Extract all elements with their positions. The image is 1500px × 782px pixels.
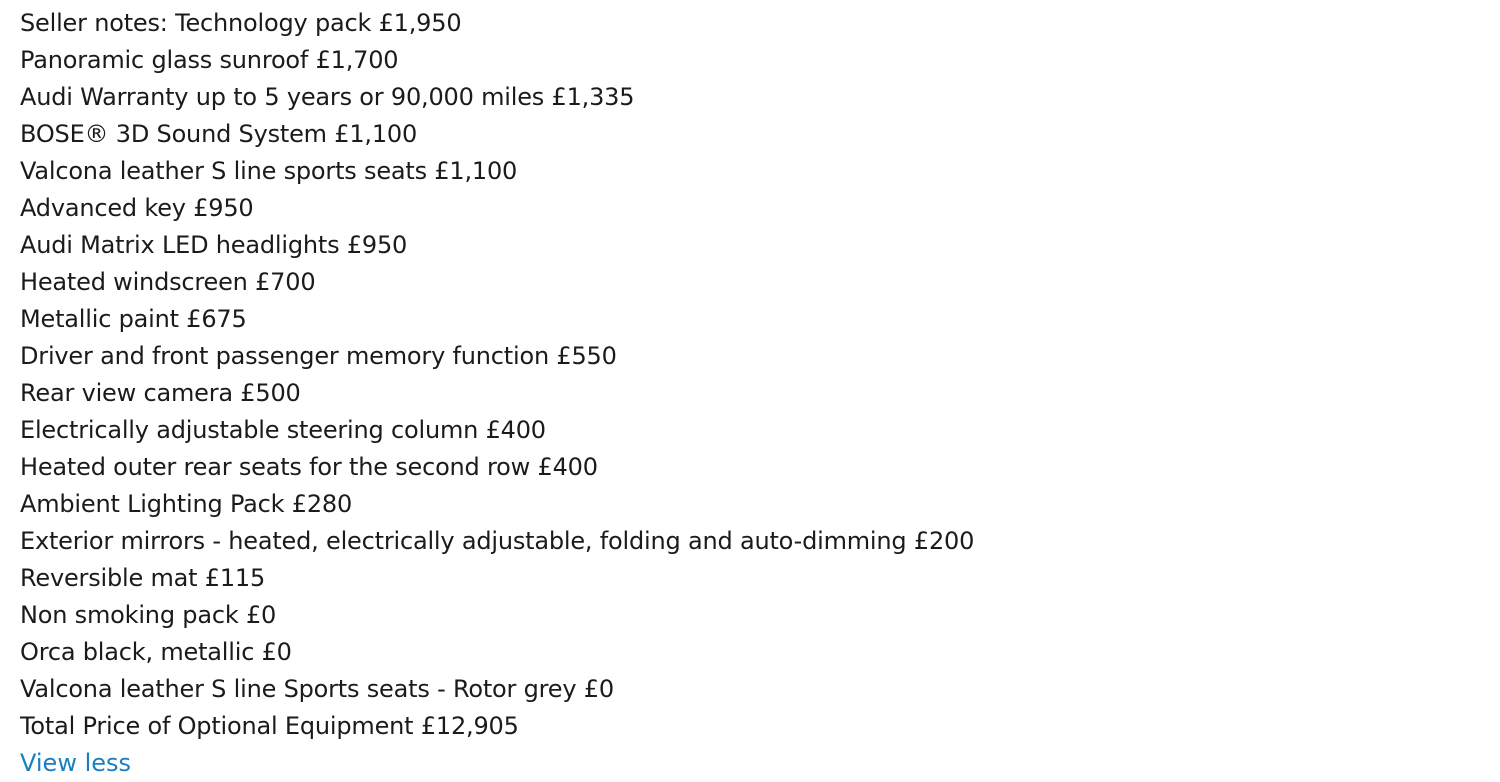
seller-notes-line: Panoramic glass sunroof £1,700: [20, 46, 399, 74]
seller-notes-line: Orca black, metallic £0: [20, 638, 292, 666]
seller-notes-line: Electrically adjustable steering column £400: [20, 416, 546, 444]
seller-notes-line: Driver and front passenger memory function £550: [20, 342, 617, 370]
seller-notes-line: Reversible mat £115: [20, 564, 266, 592]
view-less-link[interactable]: View less: [20, 749, 132, 777]
seller-notes-line: Heated outer rear seats for the second row £400: [20, 453, 598, 481]
seller-notes-line: Ambient Lighting Pack £280: [20, 490, 353, 518]
seller-notes-line: Non smoking pack £0: [20, 601, 277, 629]
seller-notes-line: Exterior mirrors - heated, electrically adjustable, folding and auto-dimming £200: [20, 527, 975, 555]
seller-notes-line: Valcona leather S line Sports seats - Rotor grey £0: [20, 675, 614, 703]
seller-notes-line: Advanced key £950: [20, 194, 254, 222]
seller-notes-line: BOSE® 3D Sound System £1,100: [20, 120, 418, 148]
seller-notes-total: Total Price of Optional Equipment £12,905: [20, 712, 519, 740]
seller-notes-line: Heated windscreen £700: [20, 268, 316, 296]
seller-notes-line: Rear view camera £500: [20, 379, 301, 407]
seller-notes: [20, 5, 1480, 782]
seller-notes-line: Audi Matrix LED headlights £950: [20, 231, 408, 259]
seller-notes-line: Metallic paint £675: [20, 305, 247, 333]
seller-notes-line: Audi Warranty up to 5 years or 90,000 miles £1,335: [20, 83, 635, 111]
seller-notes-line: Valcona leather S line sports seats £1,100: [20, 157, 518, 185]
seller-notes-line: Seller notes: Technology pack £1,950: [20, 9, 462, 37]
